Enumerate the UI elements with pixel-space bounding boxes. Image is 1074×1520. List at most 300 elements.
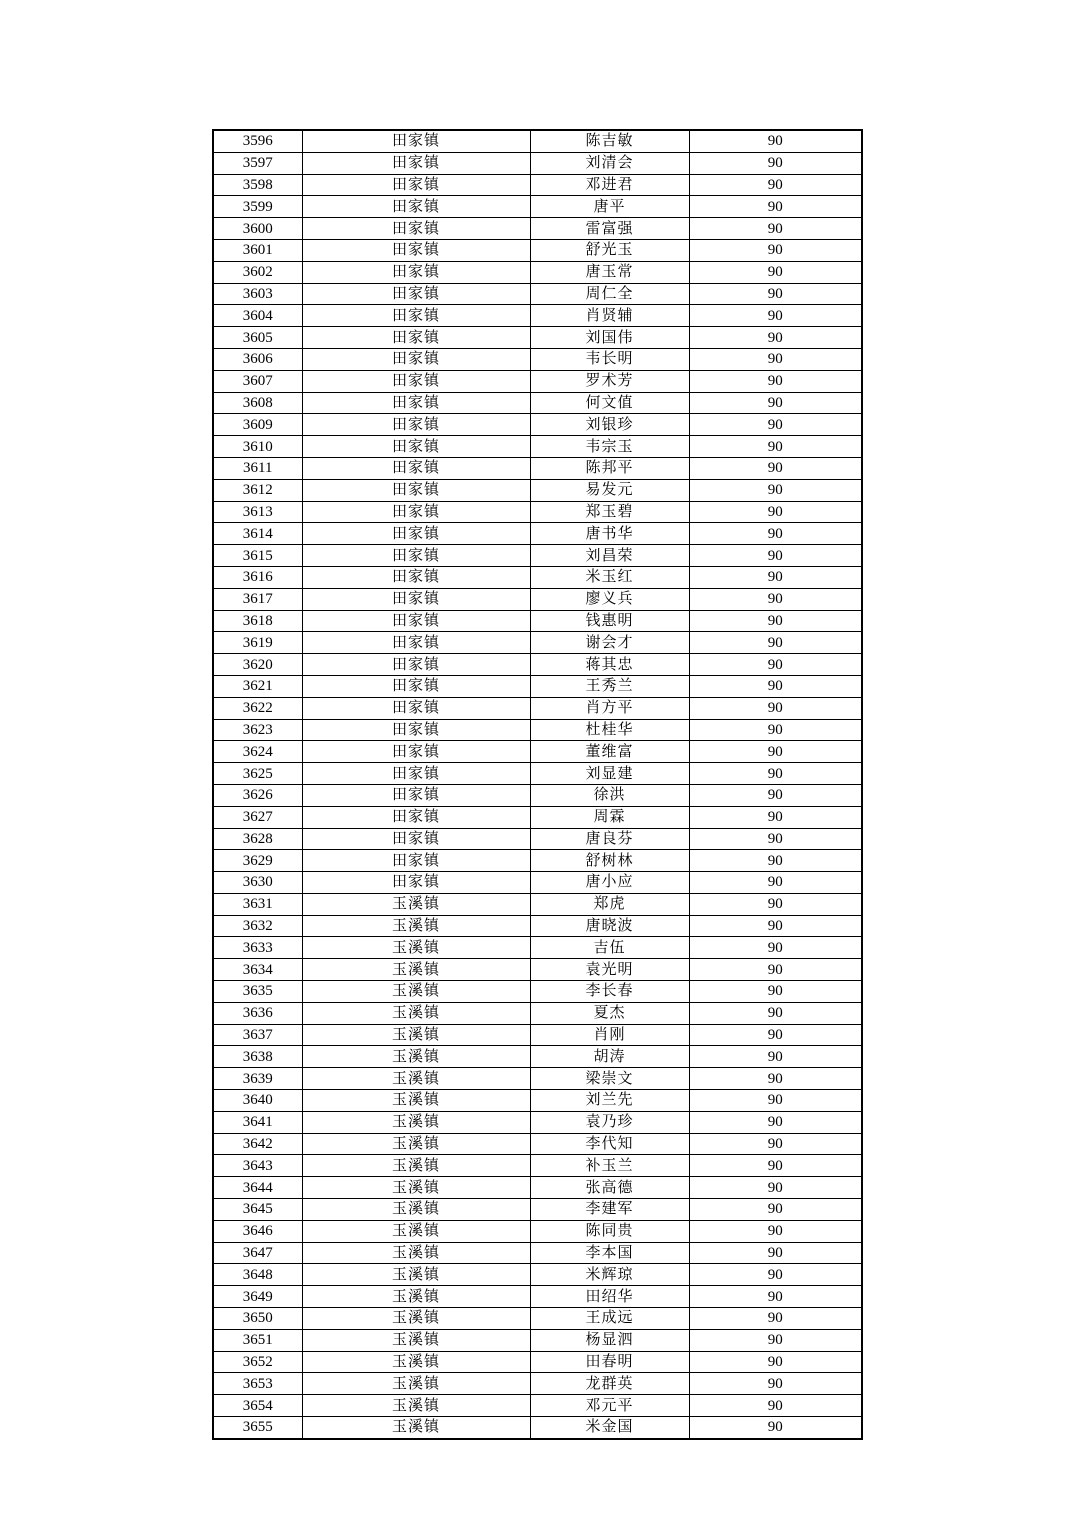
table-row: [213, 1220, 862, 1242]
row-number-cell: 3650: [213, 1308, 302, 1330]
score-cell: 90: [689, 697, 862, 719]
town-cell: 玉溪镇: [302, 1155, 530, 1177]
town-cell: 田家镇: [302, 697, 530, 719]
name-cell: 唐玉常: [530, 261, 689, 283]
row-number-cell: 3596: [213, 130, 302, 152]
table-row: [213, 675, 862, 697]
table-row: [213, 370, 862, 392]
row-number-cell: 3637: [213, 1024, 302, 1046]
name-cell: 袁光明: [530, 959, 689, 981]
table-row: [213, 414, 862, 436]
town-cell: 田家镇: [302, 239, 530, 261]
score-cell: 90: [689, 915, 862, 937]
name-cell: 梁崇文: [530, 1068, 689, 1090]
table-row: [213, 1417, 862, 1439]
score-cell: 90: [689, 654, 862, 676]
score-cell: 90: [689, 1024, 862, 1046]
name-cell: 周霖: [530, 806, 689, 828]
table-row: [213, 305, 862, 327]
row-number-cell: 3646: [213, 1220, 302, 1242]
score-cell: 90: [689, 981, 862, 1003]
score-cell: 90: [689, 327, 862, 349]
score-cell: 90: [689, 1133, 862, 1155]
row-number-cell: 3598: [213, 174, 302, 196]
score-cell: 90: [689, 1155, 862, 1177]
table-row: [213, 1155, 862, 1177]
row-number-cell: 3649: [213, 1286, 302, 1308]
town-cell: 玉溪镇: [302, 1002, 530, 1024]
table-row: [213, 261, 862, 283]
town-cell: 玉溪镇: [302, 1308, 530, 1330]
town-cell: 玉溪镇: [302, 1264, 530, 1286]
row-number-cell: 3635: [213, 981, 302, 1003]
name-cell: 唐书华: [530, 523, 689, 545]
name-cell: 田绍华: [530, 1286, 689, 1308]
row-number-cell: 3604: [213, 305, 302, 327]
town-cell: 田家镇: [302, 545, 530, 567]
score-cell: 90: [689, 763, 862, 785]
score-cell: 90: [689, 1242, 862, 1264]
name-cell: 田春明: [530, 1351, 689, 1373]
town-cell: 田家镇: [302, 457, 530, 479]
table-row: [213, 806, 862, 828]
row-number-cell: 3645: [213, 1199, 302, 1221]
score-cell: 90: [689, 893, 862, 915]
table-row: [213, 1046, 862, 1068]
town-cell: 田家镇: [302, 588, 530, 610]
table-row: [213, 588, 862, 610]
row-number-cell: 3625: [213, 763, 302, 785]
row-number-cell: 3613: [213, 501, 302, 523]
name-cell: 韦宗玉: [530, 436, 689, 458]
row-number-cell: 3644: [213, 1177, 302, 1199]
score-cell: 90: [689, 479, 862, 501]
table-row: [213, 436, 862, 458]
town-cell: 田家镇: [302, 196, 530, 218]
row-number-cell: 3618: [213, 610, 302, 632]
town-cell: 玉溪镇: [302, 959, 530, 981]
town-cell: 田家镇: [302, 675, 530, 697]
name-cell: 张高德: [530, 1177, 689, 1199]
row-number-cell: 3633: [213, 937, 302, 959]
score-cell: 90: [689, 566, 862, 588]
town-cell: 玉溪镇: [302, 1417, 530, 1439]
town-cell: 玉溪镇: [302, 1329, 530, 1351]
name-cell: 雷富强: [530, 218, 689, 240]
name-cell: 米辉琼: [530, 1264, 689, 1286]
row-number-cell: 3654: [213, 1395, 302, 1417]
score-cell: 90: [689, 348, 862, 370]
score-cell: 90: [689, 1308, 862, 1330]
name-cell: 李代知: [530, 1133, 689, 1155]
table-row: [213, 392, 862, 414]
score-cell: 90: [689, 1395, 862, 1417]
table-row: [213, 697, 862, 719]
name-cell: 廖义兵: [530, 588, 689, 610]
town-cell: 田家镇: [302, 436, 530, 458]
row-number-cell: 3652: [213, 1351, 302, 1373]
score-cell: 90: [689, 436, 862, 458]
town-cell: 玉溪镇: [302, 1351, 530, 1373]
table-row: [213, 1090, 862, 1112]
name-cell: 补玉兰: [530, 1155, 689, 1177]
table-row: [213, 1002, 862, 1024]
score-cell: 90: [689, 1417, 862, 1439]
score-cell: 90: [689, 741, 862, 763]
name-cell: 周仁全: [530, 283, 689, 305]
name-cell: 夏杰: [530, 1002, 689, 1024]
name-cell: 谢会才: [530, 632, 689, 654]
name-cell: 袁乃珍: [530, 1111, 689, 1133]
score-cell: 90: [689, 588, 862, 610]
row-number-cell: 3612: [213, 479, 302, 501]
town-cell: 玉溪镇: [302, 1395, 530, 1417]
score-cell: 90: [689, 610, 862, 632]
town-cell: 田家镇: [302, 632, 530, 654]
table-row: [213, 828, 862, 850]
town-cell: 田家镇: [302, 784, 530, 806]
table-row: [213, 1351, 862, 1373]
name-cell: 韦长明: [530, 348, 689, 370]
score-cell: 90: [689, 1068, 862, 1090]
town-cell: 玉溪镇: [302, 1177, 530, 1199]
score-cell: 90: [689, 1264, 862, 1286]
name-cell: 董维富: [530, 741, 689, 763]
name-cell: 米玉红: [530, 566, 689, 588]
name-cell: 何文值: [530, 392, 689, 414]
row-number-cell: 3641: [213, 1111, 302, 1133]
score-cell: 90: [689, 850, 862, 872]
town-cell: 田家镇: [302, 283, 530, 305]
name-cell: 邓进君: [530, 174, 689, 196]
town-cell: 玉溪镇: [302, 1220, 530, 1242]
town-cell: 田家镇: [302, 392, 530, 414]
table-row: [213, 130, 862, 152]
score-cell: 90: [689, 632, 862, 654]
town-cell: 田家镇: [302, 414, 530, 436]
score-cell: 90: [689, 1220, 862, 1242]
score-cell: 90: [689, 1351, 862, 1373]
name-cell: 陈同贵: [530, 1220, 689, 1242]
town-cell: 玉溪镇: [302, 1068, 530, 1090]
name-cell: 李本国: [530, 1242, 689, 1264]
row-number-cell: 3602: [213, 261, 302, 283]
table-row: [213, 457, 862, 479]
table-row: [213, 1242, 862, 1264]
table-row: [213, 283, 862, 305]
name-cell: 米金国: [530, 1417, 689, 1439]
row-number-cell: 3609: [213, 414, 302, 436]
name-cell: 邓元平: [530, 1395, 689, 1417]
town-cell: 玉溪镇: [302, 1199, 530, 1221]
town-cell: 田家镇: [302, 719, 530, 741]
town-cell: 田家镇: [302, 130, 530, 152]
town-cell: 田家镇: [302, 828, 530, 850]
town-cell: 田家镇: [302, 806, 530, 828]
town-cell: 玉溪镇: [302, 1133, 530, 1155]
name-cell: 陈吉敏: [530, 130, 689, 152]
name-cell: 徐洪: [530, 784, 689, 806]
table-row: [213, 915, 862, 937]
name-cell: 钱惠明: [530, 610, 689, 632]
town-cell: 玉溪镇: [302, 893, 530, 915]
row-number-cell: 3634: [213, 959, 302, 981]
row-number-cell: 3608: [213, 392, 302, 414]
table-row: [213, 959, 862, 981]
score-cell: 90: [689, 1329, 862, 1351]
row-number-cell: 3647: [213, 1242, 302, 1264]
row-number-cell: 3627: [213, 806, 302, 828]
name-cell: 王秀兰: [530, 675, 689, 697]
name-cell: 刘银珍: [530, 414, 689, 436]
row-number-cell: 3621: [213, 675, 302, 697]
score-cell: 90: [689, 392, 862, 414]
table-row: [213, 937, 862, 959]
name-cell: 李建军: [530, 1199, 689, 1221]
table-row: [213, 1068, 862, 1090]
name-cell: 唐平: [530, 196, 689, 218]
table-row: [213, 1329, 862, 1351]
name-cell: 唐小应: [530, 872, 689, 894]
table-row: [213, 632, 862, 654]
town-cell: 玉溪镇: [302, 1242, 530, 1264]
name-cell: 舒树林: [530, 850, 689, 872]
name-cell: 刘清会: [530, 152, 689, 174]
row-number-cell: 3653: [213, 1373, 302, 1395]
score-cell: 90: [689, 152, 862, 174]
score-cell: 90: [689, 828, 862, 850]
row-number-cell: 3624: [213, 741, 302, 763]
table-row: [213, 348, 862, 370]
town-cell: 田家镇: [302, 523, 530, 545]
table-row: [213, 872, 862, 894]
table-row: [213, 1308, 862, 1330]
score-cell: 90: [689, 130, 862, 152]
name-cell: 陈邦平: [530, 457, 689, 479]
table-row: [213, 1024, 862, 1046]
table-row: [213, 327, 862, 349]
row-number-cell: 3605: [213, 327, 302, 349]
score-cell: 90: [689, 1111, 862, 1133]
row-number-cell: 3628: [213, 828, 302, 850]
score-cell: 90: [689, 784, 862, 806]
score-cell: 90: [689, 1046, 862, 1068]
row-number-cell: 3610: [213, 436, 302, 458]
table-row: [213, 566, 862, 588]
score-cell: 90: [689, 959, 862, 981]
town-cell: 田家镇: [302, 763, 530, 785]
table-row: [213, 501, 862, 523]
row-number-cell: 3639: [213, 1068, 302, 1090]
row-number-cell: 3606: [213, 348, 302, 370]
name-cell: 刘国伟: [530, 327, 689, 349]
town-cell: 玉溪镇: [302, 1046, 530, 1068]
town-cell: 玉溪镇: [302, 915, 530, 937]
town-cell: 玉溪镇: [302, 1024, 530, 1046]
town-cell: 玉溪镇: [302, 1373, 530, 1395]
row-number-cell: 3626: [213, 784, 302, 806]
score-cell: 90: [689, 174, 862, 196]
table-row: [213, 1133, 862, 1155]
score-cell: 90: [689, 675, 862, 697]
row-number-cell: 3623: [213, 719, 302, 741]
row-number-cell: 3597: [213, 152, 302, 174]
row-number-cell: 3651: [213, 1329, 302, 1351]
town-cell: 田家镇: [302, 218, 530, 240]
score-cell: 90: [689, 370, 862, 392]
town-cell: 田家镇: [302, 370, 530, 392]
table-row: [213, 1286, 862, 1308]
table-row: [213, 174, 862, 196]
name-cell: 罗术芳: [530, 370, 689, 392]
row-number-cell: 3603: [213, 283, 302, 305]
name-cell: 唐晓波: [530, 915, 689, 937]
name-cell: 王成远: [530, 1308, 689, 1330]
row-number-cell: 3614: [213, 523, 302, 545]
table-row: [213, 654, 862, 676]
row-number-cell: 3631: [213, 893, 302, 915]
row-number-cell: 3636: [213, 1002, 302, 1024]
score-cell: 90: [689, 806, 862, 828]
table-row: [213, 1373, 862, 1395]
score-cell: 90: [689, 218, 862, 240]
town-cell: 田家镇: [302, 654, 530, 676]
table-row: [213, 741, 862, 763]
score-cell: 90: [689, 719, 862, 741]
table-row: [213, 479, 862, 501]
table-row: [213, 893, 862, 915]
town-cell: 田家镇: [302, 152, 530, 174]
name-cell: 刘显建: [530, 763, 689, 785]
name-cell: 刘昌荣: [530, 545, 689, 567]
name-cell: 龙群英: [530, 1373, 689, 1395]
town-cell: 玉溪镇: [302, 981, 530, 1003]
town-cell: 玉溪镇: [302, 1090, 530, 1112]
town-cell: 田家镇: [302, 566, 530, 588]
name-cell: 刘兰先: [530, 1090, 689, 1112]
name-cell: 郑虎: [530, 893, 689, 915]
score-cell: 90: [689, 283, 862, 305]
row-number-cell: 3620: [213, 654, 302, 676]
score-cell: 90: [689, 457, 862, 479]
row-number-cell: 3611: [213, 457, 302, 479]
row-number-cell: 3629: [213, 850, 302, 872]
score-cell: 90: [689, 196, 862, 218]
row-number-cell: 3638: [213, 1046, 302, 1068]
town-cell: 田家镇: [302, 872, 530, 894]
town-cell: 田家镇: [302, 174, 530, 196]
score-cell: 90: [689, 872, 862, 894]
name-cell: 易发元: [530, 479, 689, 501]
town-cell: 田家镇: [302, 348, 530, 370]
score-cell: 90: [689, 937, 862, 959]
table-row: [213, 784, 862, 806]
row-number-cell: 3607: [213, 370, 302, 392]
score-cell: 90: [689, 1177, 862, 1199]
table-row: [213, 850, 862, 872]
name-cell: 李长春: [530, 981, 689, 1003]
name-cell: 郑玉碧: [530, 501, 689, 523]
name-cell: 肖贤辅: [530, 305, 689, 327]
row-number-cell: 3617: [213, 588, 302, 610]
table-row: [213, 1177, 862, 1199]
score-cell: 90: [689, 1002, 862, 1024]
row-number-cell: 3642: [213, 1133, 302, 1155]
score-cell: 90: [689, 239, 862, 261]
table-row: [213, 218, 862, 240]
table-row: [213, 719, 862, 741]
name-cell: 肖刚: [530, 1024, 689, 1046]
score-cell: 90: [689, 1373, 862, 1395]
score-cell: 90: [689, 1090, 862, 1112]
table-row: [213, 523, 862, 545]
town-cell: 玉溪镇: [302, 937, 530, 959]
table-row: [213, 196, 862, 218]
name-cell: 杜桂华: [530, 719, 689, 741]
row-number-cell: 3600: [213, 218, 302, 240]
name-cell: 舒光玉: [530, 239, 689, 261]
row-number-cell: 3619: [213, 632, 302, 654]
row-number-cell: 3640: [213, 1090, 302, 1112]
row-number-cell: 3615: [213, 545, 302, 567]
table-row: [213, 239, 862, 261]
town-cell: 田家镇: [302, 610, 530, 632]
score-cell: 90: [689, 545, 862, 567]
table-row: [213, 1395, 862, 1417]
row-number-cell: 3643: [213, 1155, 302, 1177]
score-cell: 90: [689, 1199, 862, 1221]
town-cell: 田家镇: [302, 261, 530, 283]
score-cell: 90: [689, 523, 862, 545]
row-number-cell: 3601: [213, 239, 302, 261]
table-row: [213, 981, 862, 1003]
table-row: [213, 1264, 862, 1286]
table-row: [213, 1199, 862, 1221]
row-number-cell: 3632: [213, 915, 302, 937]
town-cell: 田家镇: [302, 741, 530, 763]
table-row: [213, 545, 862, 567]
name-cell: 肖方平: [530, 697, 689, 719]
data-table: [212, 129, 863, 1440]
score-cell: 90: [689, 305, 862, 327]
name-cell: 蒋其忠: [530, 654, 689, 676]
town-cell: 玉溪镇: [302, 1286, 530, 1308]
row-number-cell: 3622: [213, 697, 302, 719]
town-cell: 田家镇: [302, 850, 530, 872]
name-cell: 唐良芬: [530, 828, 689, 850]
score-cell: 90: [689, 261, 862, 283]
score-cell: 90: [689, 1286, 862, 1308]
table-row: [213, 763, 862, 785]
row-number-cell: 3630: [213, 872, 302, 894]
score-cell: 90: [689, 414, 862, 436]
row-number-cell: 3655: [213, 1417, 302, 1439]
row-number-cell: 3616: [213, 566, 302, 588]
table-row: [213, 152, 862, 174]
town-cell: 田家镇: [302, 501, 530, 523]
table-row: [213, 1111, 862, 1133]
name-cell: 胡涛: [530, 1046, 689, 1068]
town-cell: 田家镇: [302, 305, 530, 327]
town-cell: 田家镇: [302, 327, 530, 349]
table-body: [213, 130, 862, 1439]
score-cell: 90: [689, 501, 862, 523]
town-cell: 玉溪镇: [302, 1111, 530, 1133]
row-number-cell: 3648: [213, 1264, 302, 1286]
name-cell: 杨显泗: [530, 1329, 689, 1351]
row-number-cell: 3599: [213, 196, 302, 218]
table-row: [213, 610, 862, 632]
